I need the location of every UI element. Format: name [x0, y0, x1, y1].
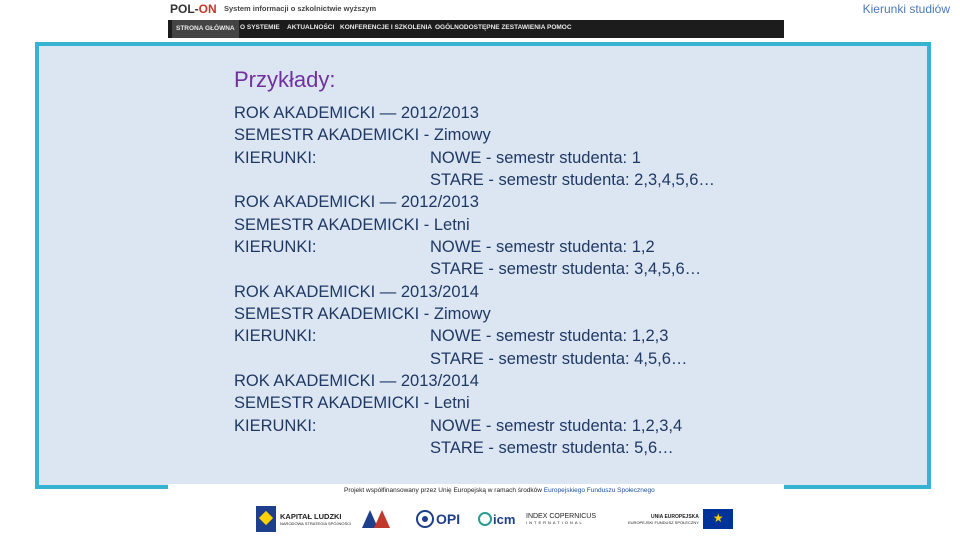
- examples-heading: Przykłady:: [234, 67, 336, 92]
- nav-item-home[interactable]: STRONA GŁÓWNA: [172, 20, 239, 38]
- block-4-stare: STARE - semestr studenta: 5,6…: [430, 439, 674, 457]
- block-4-rok: ROK AKADEMICKI — 2013/2014: [234, 372, 479, 390]
- opi-logo: OPI: [416, 506, 460, 532]
- eu-flag-icon: [703, 509, 733, 529]
- block-3-stare: STARE - semestr studenta: 4,5,6…: [430, 350, 688, 368]
- site-tagline: System informacji o szkolnictwie wyższym: [224, 4, 377, 13]
- block-1-stare: STARE - semestr studenta: 2,3,4,5,6…: [430, 171, 715, 189]
- block-3-kierunki: KIERUNKI:: [234, 327, 317, 345]
- block-3-nowe: NOWE - semestr studenta: 1,2,3: [430, 327, 669, 345]
- nav-item-reports[interactable]: OGÓLNODOSTĘPNE ZESTAWIENIA: [435, 24, 546, 31]
- block-3-semestr: SEMESTR AKADEMICKI - Zimowy: [234, 305, 491, 323]
- block-2-stare: STARE - semestr studenta: 3,4,5,6…: [430, 260, 702, 278]
- nav-item-about[interactable]: O SYSTEMIE: [240, 24, 280, 31]
- nav-item-help[interactable]: POMOC: [547, 24, 572, 31]
- ncbir-logo-icon: [360, 506, 396, 532]
- block-3-rok: ROK AKADEMICKI — 2013/2014: [234, 283, 479, 301]
- block-2-nowe: NOWE - semestr studenta: 1,2: [430, 238, 655, 256]
- slide-title: Kierunki studiów: [862, 2, 950, 16]
- site-footer: [168, 484, 784, 540]
- icm-emblem-icon: [478, 510, 492, 528]
- funding-note: Projekt współfinansowany przez Unię Europejską w ramach środków Europejskiego Funduszu Społecznego: [344, 487, 655, 494]
- main-nav: [168, 20, 784, 38]
- nav-item-conferences[interactable]: KONFERENCJE I SZKOLENIA: [340, 24, 433, 31]
- icm-logo: icm: [478, 506, 515, 532]
- kapital-ludzki-logo: KAPITAŁ LUDZKI NARODOWA STRATEGIA SPÓJNOŚCI: [256, 506, 351, 532]
- block-1-nowe: NOWE - semestr studenta: 1: [430, 149, 641, 167]
- block-2-semestr: SEMESTR AKADEMICKI - Letni: [234, 216, 470, 234]
- block-1-kierunki: KIERUNKI:: [234, 149, 317, 167]
- block-4-semestr: SEMESTR AKADEMICKI - Letni: [234, 394, 470, 412]
- nav-item-news[interactable]: AKTUALNOŚCI: [287, 24, 335, 31]
- opi-emblem-icon: [416, 510, 434, 528]
- block-4-nowe: NOWE - semestr studenta: 1,2,3,4: [430, 417, 683, 435]
- block-1-rok: ROK AKADEMICKI — 2012/2013: [234, 104, 479, 122]
- pol-on-logo[interactable]: POL-ON: [170, 2, 217, 16]
- index-copernicus-logo: INDEX COPERNICUS INTERNATIONAL: [526, 513, 597, 525]
- block-1-semestr: SEMESTR AKADEMICKI - Zimowy: [234, 126, 491, 144]
- site-header: [168, 0, 784, 20]
- block-2-kierunki: KIERUNKI:: [234, 238, 317, 256]
- block-4-kierunki: KIERUNKI:: [234, 417, 317, 435]
- eu-logo: UNIA EUROPEJSKA EUROPEJSKI FUNDUSZ SPOŁECZNY ★: [628, 506, 733, 532]
- kapital-ludzki-emblem-icon: [256, 506, 276, 532]
- block-2-rok: ROK AKADEMICKI — 2012/2013: [234, 193, 479, 211]
